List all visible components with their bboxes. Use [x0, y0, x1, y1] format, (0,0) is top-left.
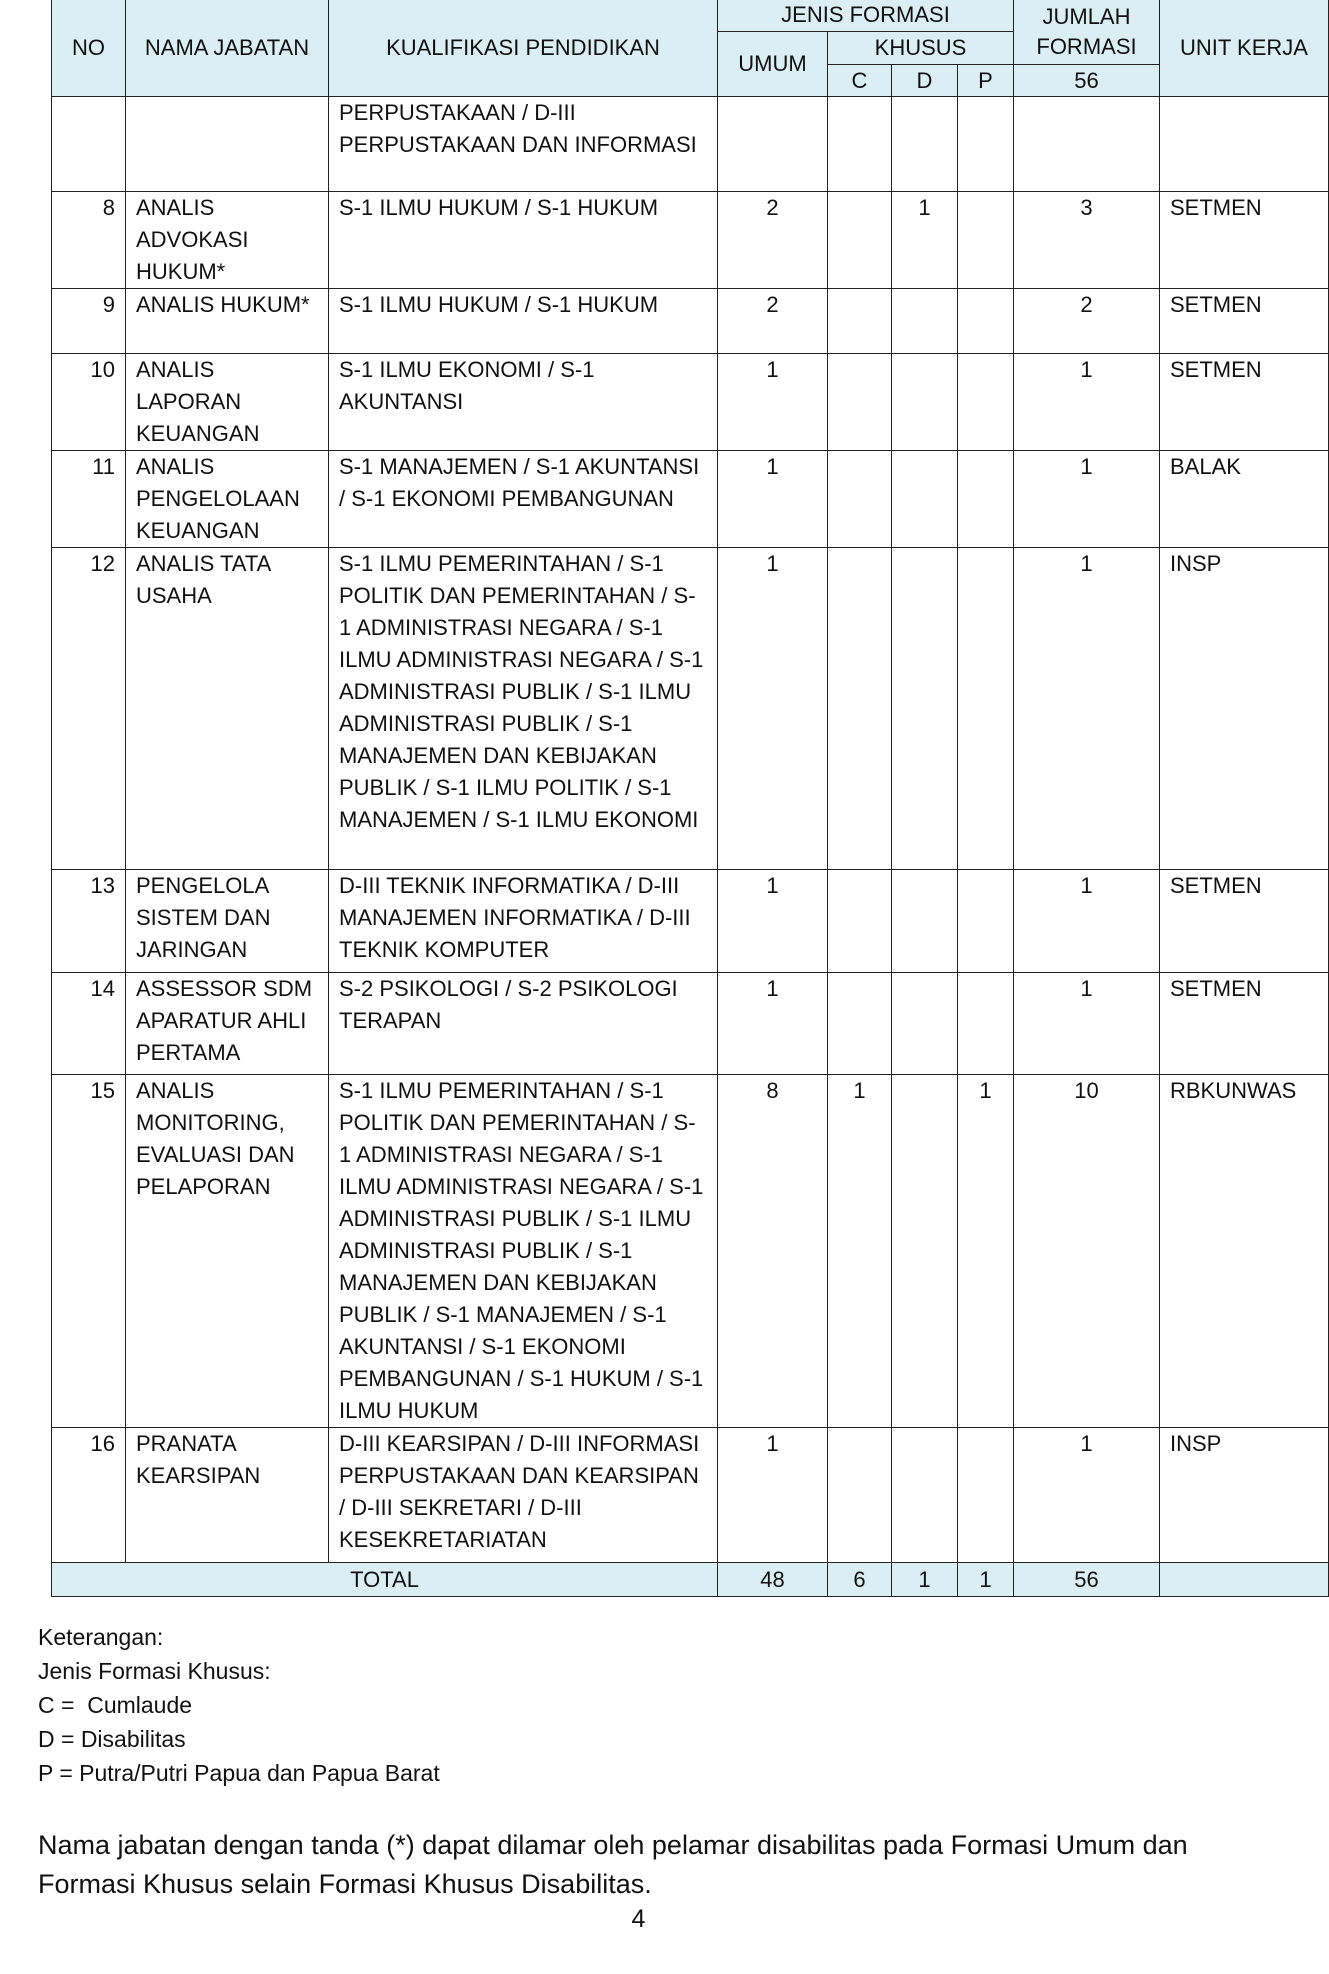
cell-p: [958, 973, 1014, 1075]
header-khusus: KHUSUS: [828, 32, 1014, 65]
cell-no: 10: [52, 354, 126, 451]
header-umum: UMUM: [718, 32, 828, 97]
cell-c: [828, 97, 892, 192]
cell-no: 13: [52, 870, 126, 973]
cell-kualifikasi: S-1 ILMU EKONOMI / S-1 AKUNTANSI: [329, 354, 718, 451]
cell-c: [828, 548, 892, 870]
cell-d: [892, 973, 958, 1075]
cell-umum: 1: [718, 354, 828, 451]
formasi-table: [51, 0, 1329, 1597]
cell-no: 16: [52, 1428, 126, 1563]
cell-no: 14: [52, 973, 126, 1075]
cell-kualifikasi: S-1 MANAJEMEN / S-1 AKUNTANSI / S-1 EKONOMI PEMBANGUNAN: [329, 451, 718, 548]
cell-umum: 2: [718, 289, 828, 354]
cell-p: [958, 354, 1014, 451]
cell-p: 1: [958, 1075, 1014, 1428]
cell-umum: 1: [718, 870, 828, 973]
cell-p: [958, 97, 1014, 192]
footer-note: Nama jabatan dengan tanda (*) dapat dilamar oleh pelamar disabilitas pada Formasi Umum dan Formasi Khusus selain Formasi Khusus Disabilitas.: [38, 1830, 1188, 1899]
table-row: [52, 289, 1329, 354]
cell-jumlah: 1: [1014, 354, 1160, 451]
cell-p: [958, 451, 1014, 548]
cell-jabatan: ANALIS TATA USAHA: [126, 548, 329, 870]
cell-unit: INSP: [1160, 1428, 1329, 1563]
cell-d: [892, 1428, 958, 1563]
cell-umum: 1: [718, 548, 828, 870]
total-unit: [1160, 1563, 1329, 1597]
cell-jumlah: 1: [1014, 451, 1160, 548]
cell-jabatan: ANALIS PENGELOLAAN KEUANGAN: [126, 451, 329, 548]
cell-jumlah: 10: [1014, 1075, 1160, 1428]
table-row: [52, 1428, 1329, 1563]
cell-unit: [1160, 97, 1329, 192]
cell-umum: 2: [718, 192, 828, 289]
cell-d: [892, 289, 958, 354]
total-jumlah: 56: [1014, 1563, 1160, 1597]
cell-d: 1: [892, 192, 958, 289]
notes-papua: P = Putra/Putri Papua dan Papua Barat: [38, 1760, 440, 1786]
page-number: 4: [631, 1905, 646, 1933]
cell-c: 1: [828, 1075, 892, 1428]
cell-jabatan: ANALIS HUKUM*: [126, 289, 329, 354]
total-c: 6: [828, 1563, 892, 1597]
cell-jumlah: 1: [1014, 973, 1160, 1075]
total-d: 1: [892, 1563, 958, 1597]
header-jumlah-formasi: JUMLAH FORMASI: [1014, 0, 1160, 65]
total-row: [52, 1563, 1329, 1597]
cell-kualifikasi: S-1 ILMU HUKUM / S-1 HUKUM: [329, 192, 718, 289]
header-c: C: [828, 65, 892, 97]
cell-jumlah: 3: [1014, 192, 1160, 289]
cell-kualifikasi: D-III TEKNIK INFORMATIKA / D-III MANAJEMEN INFORMATIKA / D-III TEKNIK KOMPUTER: [329, 870, 718, 973]
table-header: [52, 0, 1329, 97]
table-body: [52, 97, 1329, 1597]
cell-jabatan: ANALIS ADVOKASI HUKUM*: [126, 192, 329, 289]
cell-no: 15: [52, 1075, 126, 1428]
cell-no: 11: [52, 451, 126, 548]
cell-jabatan: ANALIS MONITORING, EVALUASI DAN PELAPORAN: [126, 1075, 329, 1428]
cell-jumlah: [1014, 97, 1160, 192]
cell-no: 9: [52, 289, 126, 354]
cell-c: [828, 289, 892, 354]
cell-p: [958, 1428, 1014, 1563]
cell-jabatan: PENGELOLA SISTEM DAN JARINGAN: [126, 870, 329, 973]
cell-umum: 1: [718, 451, 828, 548]
cell-jabatan: ASSESSOR SDM APARATUR AHLI PERTAMA: [126, 973, 329, 1075]
total-umum: 48: [718, 1563, 828, 1597]
cell-d: [892, 97, 958, 192]
legend-notes: [38, 1620, 440, 1790]
table-row: [52, 973, 1329, 1075]
cell-kualifikasi: D-III KEARSIPAN / D-III INFORMASI PERPUSTAKAAN DAN KEARSIPAN / D-III SEKRETARI / D-III KESEKRETARIATAN: [329, 1428, 718, 1563]
cell-p: [958, 870, 1014, 973]
table-row: [52, 451, 1329, 548]
cell-p: [958, 548, 1014, 870]
cell-c: [828, 192, 892, 289]
cell-kualifikasi: S-1 ILMU PEMERINTAHAN / S-1 POLITIK DAN PEMERINTAHAN / S-1 ADMINISTRASI NEGARA / S-1 ILMU ADMINISTRASI NEGARA / S-1 ADMINISTRASI PUBLIK / S-1 ILMU ADMINISTRASI PUBLIK / S-1 MANAJEMEN DAN KEBIJAKAN PUBLIK / S-1 ILMU POLITIK / S-1 MANAJEMEN / S-1 ILMU EKONOMI: [329, 548, 718, 870]
cell-c: [828, 973, 892, 1075]
cell-jabatan: ANALIS LAPORAN KEUANGAN: [126, 354, 329, 451]
cell-kualifikasi: S-1 ILMU HUKUM / S-1 HUKUM: [329, 289, 718, 354]
cell-kualifikasi: S-1 ILMU PEMERINTAHAN / S-1 POLITIK DAN PEMERINTAHAN / S-1 ADMINISTRASI NEGARA / S-1 ILMU ADMINISTRASI NEGARA / S-1 ADMINISTRASI PUBLIK / S-1 ILMU ADMINISTRASI PUBLIK / S-1 MANAJEMEN DAN KEBIJAKAN PUBLIK / S-1 MANAJEMEN / S-1 AKUNTANSI / S-1 EKONOMI PEMBANGUNAN / S-1 HUKUM / S-1 ILMU HUKUM: [329, 1075, 718, 1428]
cell-umum: 1: [718, 973, 828, 1075]
table-row: [52, 354, 1329, 451]
cell-unit: RBKUNWAS: [1160, 1075, 1329, 1428]
header-kualifikasi: KUALIFIKASI PENDIDIKAN: [329, 0, 718, 97]
cell-unit: SETMEN: [1160, 973, 1329, 1075]
cell-kualifikasi: PERPUSTAKAAN / D-III PERPUSTAKAAN DAN INFORMASI: [329, 97, 718, 192]
cell-c: [828, 451, 892, 548]
cell-umum: [718, 97, 828, 192]
notes-heading: Keterangan:: [38, 1624, 164, 1650]
cell-unit: SETMEN: [1160, 354, 1329, 451]
header-d: D: [892, 65, 958, 97]
cell-jumlah: 1: [1014, 548, 1160, 870]
cell-kualifikasi: S-2 PSIKOLOGI / S-2 PSIKOLOGI TERAPAN: [329, 973, 718, 1075]
cell-c: [828, 1428, 892, 1563]
cell-jabatan: [126, 97, 329, 192]
cell-d: [892, 870, 958, 973]
total-p: 1: [958, 1563, 1014, 1597]
cell-jabatan: PRANATA KEARSIPAN: [126, 1428, 329, 1563]
cell-c: [828, 870, 892, 973]
cell-unit: SETMEN: [1160, 870, 1329, 973]
header-jumlah-total: 56: [1014, 65, 1160, 97]
table-row: [52, 870, 1329, 973]
header-unit-kerja: UNIT KERJA: [1160, 0, 1329, 97]
cell-p: [958, 289, 1014, 354]
table-row: [52, 548, 1329, 870]
notes-disabilitas: D = Disabilitas: [38, 1726, 186, 1752]
header-p: P: [958, 65, 1014, 97]
cell-unit: BALAK: [1160, 451, 1329, 548]
cell-d: [892, 1075, 958, 1428]
cell-d: [892, 354, 958, 451]
table-row: [52, 1075, 1329, 1428]
table-row: [52, 97, 1329, 192]
cell-unit: INSP: [1160, 548, 1329, 870]
cell-no: 8: [52, 192, 126, 289]
cell-jumlah: 1: [1014, 1428, 1160, 1563]
cell-unit: SETMEN: [1160, 289, 1329, 354]
cell-d: [892, 451, 958, 548]
cell-jumlah: 2: [1014, 289, 1160, 354]
notes-cumlaude: C = Cumlaude: [38, 1692, 193, 1718]
cell-p: [958, 192, 1014, 289]
header-no: NO: [52, 0, 126, 97]
table-row: [52, 192, 1329, 289]
notes-subheading: Jenis Formasi Khusus:: [38, 1658, 271, 1684]
total-label: TOTAL: [52, 1563, 718, 1597]
header-nama-jabatan: NAMA JABATAN: [126, 0, 329, 97]
cell-umum: 1: [718, 1428, 828, 1563]
header-jenis-formasi: JENIS FORMASI: [718, 0, 1014, 32]
cell-no: 12: [52, 548, 126, 870]
cell-c: [828, 354, 892, 451]
cell-no: [52, 97, 126, 192]
cell-jumlah: 1: [1014, 870, 1160, 973]
cell-d: [892, 548, 958, 870]
cell-umum: 8: [718, 1075, 828, 1428]
cell-unit: SETMEN: [1160, 192, 1329, 289]
